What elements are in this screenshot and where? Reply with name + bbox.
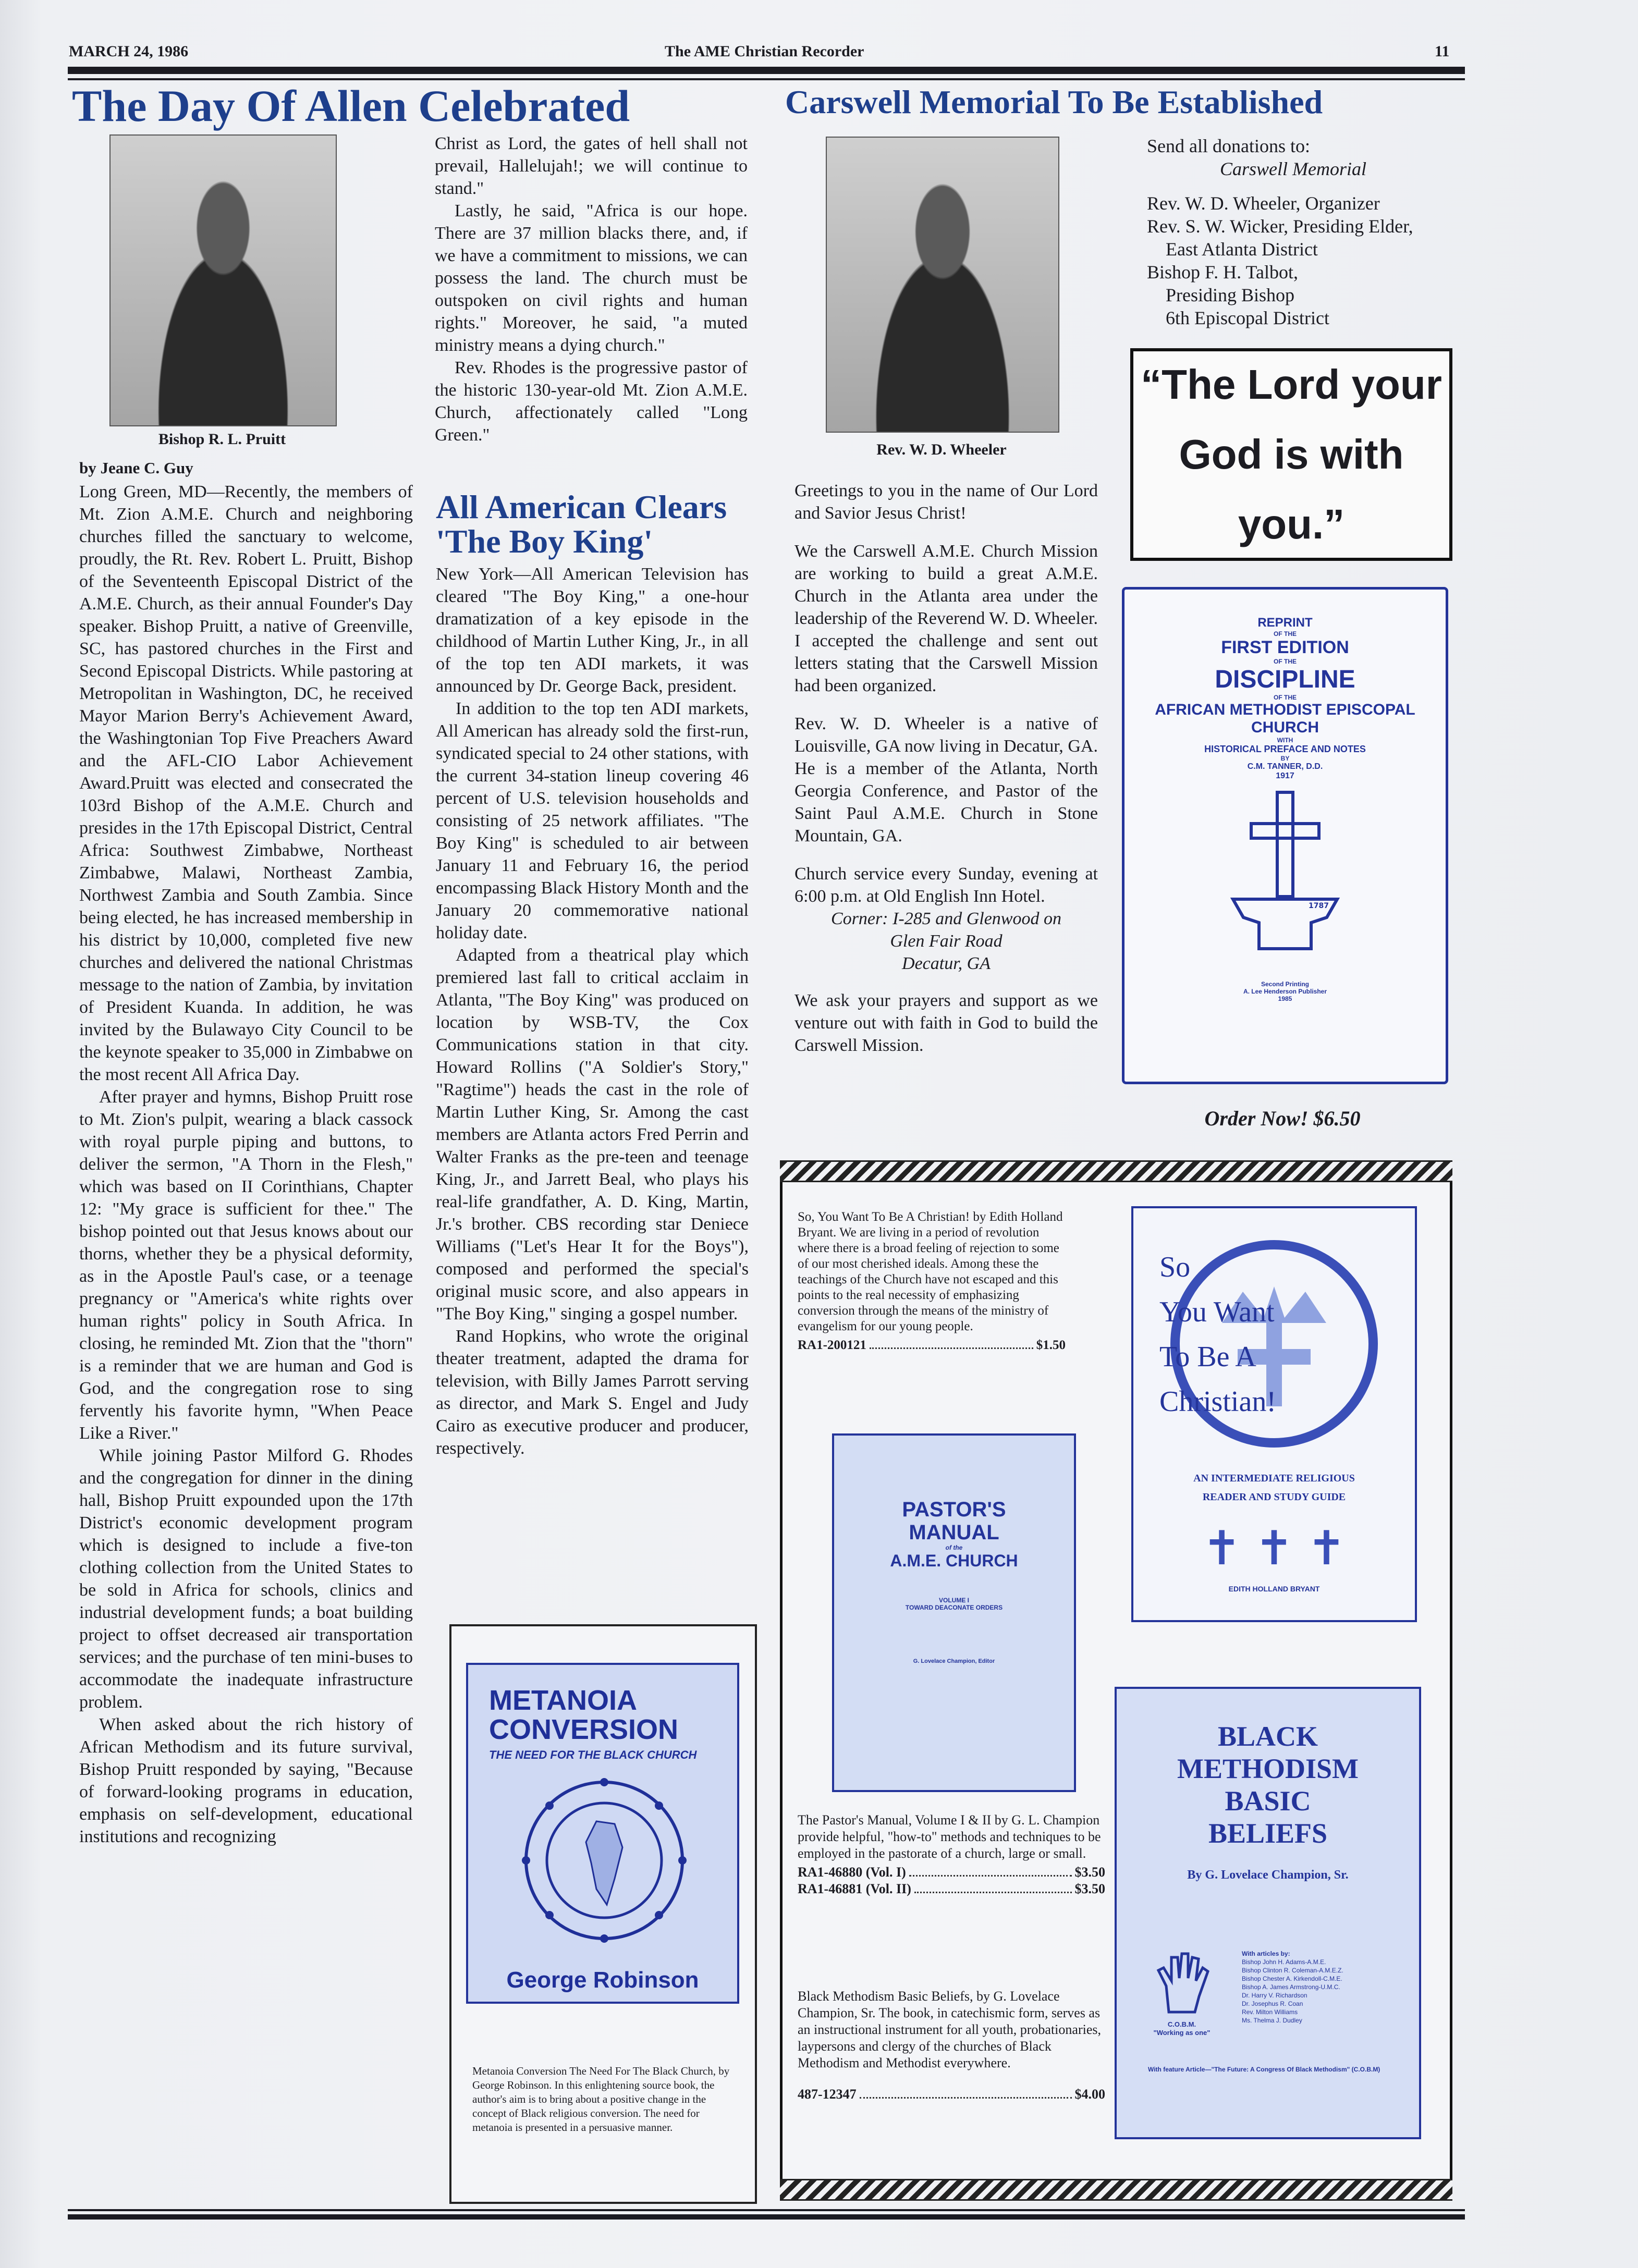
cover-subtitle-line: AN INTERMEDIATE RELIGIOUS: [1193, 1473, 1355, 1484]
ad-line: OF THE: [1274, 630, 1297, 638]
footer-rule: [68, 2214, 1465, 2220]
cover-title-line: You Want: [1159, 1296, 1275, 1328]
donations-recipient: Carswell Memorial: [1220, 158, 1367, 179]
rope-border-top: [780, 1160, 1452, 1182]
article-column-2: [435, 132, 748, 446]
product-price: $3.50: [1074, 1865, 1105, 1880]
cover-title-line: MANUAL: [909, 1521, 999, 1544]
article-paragraph: Christ as Lord, the gates of hell shall not prevail, Hallelujah!; we will continue to stand.": [435, 134, 748, 198]
christian-cover-author: EDITH HOLLAND BRYANT: [1228, 1585, 1320, 1593]
ad-line: BY: [1280, 755, 1290, 762]
order-now-label: Order Now! $6.50: [1204, 1107, 1361, 1130]
article-author: Ms. Thelma J. Dudley: [1242, 2017, 1302, 2024]
bm-articles-list: [1242, 1950, 1409, 2025]
cobm-line: C.O.B.M.: [1167, 2020, 1196, 2028]
article-paragraph: Rev. W. D. Wheeler is a native of Louisville, GA now living in Decatur, GA. He is a member of the Atlanta, North Georgia Conference, and Pastor of the Saint Paul A.M.E. Church in Stone Mountain, GA.: [794, 714, 1098, 845]
contact-line: Rev. W. D. Wheeler, Organizer: [1147, 193, 1380, 214]
article-paragraph: We the Carswell A.M.E. Church Mission are working to build a great A.M.E. Church in the Atlanta area under the leadership of the Reverend W. D. Wheeler. I accepted the challenge and sent out letters stating that the Carswell Mission had been organized.: [794, 542, 1098, 695]
article-author: Bishop John H. Adams-A.M.E.: [1242, 1958, 1326, 1966]
article-paragraph: Adapted from a theatrical play which premiered last fall to critical acclaim in Atlanta, "The Boy King" was produced on location by WSB-TV, the Cox Communications station in that city. Howard Rollins ("A Soldier's Story," "Ragtime") heads the cast in the role of Martin Luther King, Sr. Among the cast members are Atlanta actors Fred Perrin and Walter Franks as the pre-teen and teenage King, Jr., and Jarrett Beal, who plays his real-life grandfather, A. D. King, Martin, Jr.'s brother. CBS recording star Deniece Williams ("Let's Hear It for the Boys"), composed and performed the special's original music score, and also appears in "The Boy King," singing a gospel number.: [436, 946, 749, 1323]
article-paragraph: New York—All American Television has cleared "The Boy King," a one-hour dramatization of a key episode in the childhood of Martin Luther King, Jr., in all of the top ten ADI markets, it was announced by Dr. George Back, president.: [436, 565, 749, 696]
metanoia-book-cover: [466, 1663, 739, 2004]
black-methodism-description: [798, 1988, 1105, 2103]
ad-line: WITH: [1277, 737, 1293, 744]
issue-date: MARCH 24, 1986: [69, 43, 189, 60]
metanoia-cover-title: METANOIA CONVERSION: [489, 1685, 679, 1745]
photo-caption: Bishop R. L. Pruitt: [158, 431, 286, 448]
discipline-reprint-ad: [1122, 587, 1448, 1084]
article-author: Rev. Milton Williams: [1242, 2008, 1298, 2016]
article-author: With articles by:: [1242, 1950, 1290, 1957]
metanoia-cover-subtitle: THE NEED FOR THE BLACK CHURCH: [489, 1748, 697, 1761]
article-author: Bishop Clinton R. Coleman-A.M.E.Z.: [1242, 1967, 1343, 1974]
address-line: Corner: I-285 and Glenwood on: [831, 909, 1061, 928]
hand-icon: [1153, 1950, 1216, 2017]
bm-cover-title: [1117, 1720, 1419, 1849]
ad-line: AFRICAN METHODIST EPISCOPAL CHURCH: [1155, 701, 1415, 736]
black-methodism-cover: [1115, 1687, 1421, 2139]
footer-rule-thin: [68, 2209, 1465, 2211]
cobm-line: "Working as one": [1153, 2029, 1211, 2037]
christian-book-cover: [1131, 1206, 1417, 1622]
article-column-1: [79, 481, 413, 2211]
christian-cover-title: [1159, 1245, 1276, 1424]
cover-title-line: BASIC: [1225, 1785, 1311, 1817]
article-author: Bishop A. James Armstrong-U.M.C.: [1242, 1983, 1340, 1991]
boy-king-article: [436, 563, 749, 1460]
carswell-article: [794, 480, 1098, 1057]
donations-block: [1147, 134, 1470, 329]
price-row: [798, 2086, 1105, 2103]
product-code: RA1-46881 (Vol. II): [798, 1881, 911, 1896]
ad-line: OF THE: [1274, 658, 1297, 665]
sub-headline: All American Clears 'The Boy King': [436, 488, 727, 560]
donations-label: Send all donations to:: [1147, 136, 1310, 156]
ad-footer-line: Second Printing: [1261, 980, 1309, 988]
article-paragraph: Lastly, he said, "Africa is our hope. There are 37 million blacks there, and, if we have a commitment to missions, we can possess the land. The church must be outspoken on civil rights and human rights." Moreover, he said, "a muted ministry means a dying church.": [435, 201, 748, 355]
article-paragraph: Church service every Sunday, evening at 6:00 p.m. at Old English Inn Hotel.: [794, 864, 1098, 906]
contact-line: Rev. S. W. Wicker, Presiding Elder,: [1147, 216, 1413, 237]
contact-line: Presiding Bishop: [1166, 285, 1295, 305]
rope-border-bottom: [780, 2179, 1452, 2201]
black-methodism-text: Black Methodism Basic Beliefs, by G. Lovelace Champion, Sr. The book, in catechismic form, serves as an instructional instrument for all youth, probationaries, laypersons and clergy of the churches of Black Methodism and Methodist everywhere.: [798, 1989, 1101, 2070]
cover-title-line: To Be A: [1159, 1341, 1256, 1373]
header-rule: [68, 67, 1465, 74]
christian-cover-subtitle: [1133, 1469, 1415, 1506]
pedestal-year: 1787: [1309, 902, 1329, 910]
ad-line: C.M. TANNER, D.D.: [1247, 762, 1323, 771]
price-row: [798, 1881, 1105, 1897]
cross-pedestal-icon: [1223, 787, 1348, 975]
globe-icon: [518, 1774, 690, 1946]
metanoia-description: Metanoia Conversion The Need For The Black Church, by George Robinson. In this enlightening source book, the author's aim is to bring about a positive change in the concept of Black religious conversion. The need for metanoia is presented in a persuasive manner.: [472, 2065, 730, 2134]
ad-line: DISCIPLINE: [1215, 666, 1355, 693]
contact-line: 6th Episcopal District: [1166, 308, 1329, 328]
article-author: Bishop Chester A. Kirkendoll-C.M.E.: [1242, 1975, 1342, 1982]
carswell-headline: Carswell Memorial To Be Established: [785, 83, 1323, 120]
publication-name: The AME Christian Recorder: [665, 43, 864, 60]
article-paragraph: After prayer and hymns, Bishop Pruitt rose to Mt. Zion's pulpit, wearing a black cassock with royal purple piping and buttons, to deliver the sermon, "A Thorn in the Flesh," which was based on II Corinthians, Chapter 12: "My grace is sufficient for thee." The bishop pointed out that Jesus knows about our thorns, whether they be a physical deformity, as in the Apostle Paul's case, or a teenage pregnancy or "America's white rights over human rights" policy in South Africa. In closing, he reminded Mt. Zion that the "thorn" is a reminder that we are human and God is God, and the congregation rose to sing fervently his favorite hymn, "When Peace Like a River.": [79, 1087, 413, 1443]
address-line: Glen Fair Road: [890, 931, 1003, 951]
cover-title-line: of the: [945, 1544, 963, 1551]
scripture-quote: “The Lord your God is with you.”: [1141, 361, 1442, 547]
byline: by Jeane C. Guy: [79, 459, 193, 477]
ad-footer-line: A. Lee Henderson Publisher: [1243, 988, 1327, 995]
article-author: Dr. Josephus R. Coan: [1242, 2000, 1303, 2007]
christian-book-text: So, You Want To Be A Christian! by Edith Holland Bryant. We are living in a period of revolution where there is a broad feeling of rejection to some of our most cherished ideals. Among these the teachings of the Church have not escaped and this points to the real necessity of emphasizing conversion through the means of the ministry of evangelism for our young people.: [798, 1210, 1063, 1333]
price-row: [798, 1338, 1066, 1353]
product-code: RA1-46880 (Vol. I): [798, 1865, 906, 1880]
article-paragraph: Greetings to you in the name of Our Lord and Savior Jesus Christ!: [794, 481, 1098, 523]
article-paragraph: While joining Pastor Milford G. Rhodes and the congregation for dinner in the dining hall, Bishop Pruitt expounded upon the 17th District's economic development program which is designed to include a five-ton clothing collection from the United States to be sold in Africa for schools, clinics and industrial development funds; a boat building project to offset decreased air transportation services; and the purchase of ten mini-buses to accommodate the inadequate infrastructure problem.: [79, 1446, 413, 1712]
christian-book-description: [798, 1209, 1066, 1353]
wheeler-caption: Rev. W. D. Wheeler: [876, 441, 1007, 458]
ad-line: 1917: [1276, 771, 1294, 780]
cover-title-line: Christian!: [1159, 1386, 1276, 1418]
cover-title-line: A.M.E. CHURCH: [890, 1551, 1018, 1570]
bm-feature-article: With feature Article—"The Future: A Congress Of Black Methodism" (C.O.B.M): [1148, 2066, 1380, 2073]
cover-volume-line: TOWARD DEACONATE ORDERS: [905, 1604, 1003, 1611]
product-price: $3.50: [1074, 1881, 1105, 1896]
header-rule-thin: [68, 78, 1465, 80]
article-paragraph: Rand Hopkins, who wrote the original theater treatment, adapted the drama for television, with Billy James Parrott serving as director, and Mark S. Engel and Judy Cairo as executive producer and producer, respectively.: [436, 1327, 749, 1458]
metanoia-cover-author: George Robinson: [506, 1967, 699, 1993]
ad-line: REPRINT: [1257, 616, 1313, 630]
cover-volume-line: VOLUME I: [938, 1597, 969, 1604]
cover-title-line: BLACK: [1217, 1721, 1318, 1752]
pastors-manual-cover: [832, 1433, 1076, 1792]
cover-subtitle-line: READER AND STUDY GUIDE: [1202, 1491, 1346, 1503]
cobm-label: [1138, 2020, 1226, 2037]
cover-title-line: PASTOR'S: [902, 1498, 1006, 1521]
article-paragraph: We ask your prayers and support as we venture out with faith in God to build the Carswell Mission.: [794, 991, 1098, 1055]
ad-line: HISTORICAL PREFACE AND NOTES: [1204, 744, 1366, 754]
article-paragraph: Long Green, MD—Recently, the members of Mt. Zion A.M.E. Church and neighboring churches filled the sanctuary to welcome, proudly, the Rt. Rev. Robert L. Pruitt, Bishop of the Seventeenth Episcopal District of the A.M.E. Church, as their annual Founder's Day speaker. Bishop Pruitt, a native of Greenville, SC, has pastored churches in the First and Second Episcopal Districts. While pastoring at Metropolitan in Washington, DC, he received Mayor Marion Berry's Achievement Award, the Washingtonian Top Five Preachers Award and the AFL-CIO Labor Achievement Award.Pruitt was elected and consecrated the 103rd Bishop of the A.M.E. Church and presides in the 17th Episcopal District, Central Africa: Southwest Zimbabwe, Northeast Zimbabwe, Malawi, Northeast Zambia, Northwest Zambia and South Zambia. Since being elected, he has increased membership in his district by 10,000, completed five new churches and delivered the national Christmas message to the nation of Zambia, by invitation of President Kuanda. In addition, he was invited by the Bulawayo City Council to be the keynote speaker to 35,000 in Zimbabwe on the most recent All Africa Day.: [79, 482, 413, 1084]
ad-line: OF THE: [1274, 694, 1297, 701]
article-author: Dr. Harry V. Richardson: [1242, 1992, 1307, 1999]
address: [794, 908, 1098, 975]
article-headline: The Day Of Allen Celebrated: [72, 81, 630, 131]
pastors-manual-text: The Pastor's Manual, Volume I & II by G. L. Champion provide helpful, "how-to" methods and techniques to be employed in the pastorate of a church, large or small.: [798, 1812, 1101, 1861]
price-row: [798, 1864, 1105, 1881]
address-line: Decatur, GA: [902, 954, 991, 973]
product-code: 487-12347: [798, 2087, 857, 2102]
contact-line: Bishop F. H. Talbot,: [1147, 262, 1298, 283]
wheeler-photo: [826, 137, 1059, 433]
article-paragraph: In addition to the top ten ADI markets, All American has already sold the first-run, syndicated special to 24 other stations, with the current 34-station lineup covering 46 percent of U.S. television households and consisting of 25 network affiliates. "The Boy King" is scheduled to air between January 11 and February 16, the period encompassing Black History Month and the January 20 commemorative national holiday date.: [436, 699, 749, 942]
product-price: $4.00: [1074, 2087, 1105, 2102]
metanoia-ad: [449, 1624, 757, 2204]
cover-title-line: METHODISM: [1177, 1753, 1359, 1784]
cover-editor: G. Lovelace Champion, Editor: [913, 1658, 995, 1664]
three-crosses-icon: ✝ ✝ ✝: [1202, 1523, 1347, 1575]
product-code: RA1-200121: [798, 1338, 866, 1352]
contact-line: East Atlanta District: [1166, 239, 1318, 260]
cover-title-line: So: [1159, 1251, 1191, 1283]
ad-footer-line: 1985: [1278, 995, 1292, 1002]
pastors-manual-description: [798, 1812, 1105, 1897]
scripture-quote-box: [1130, 348, 1452, 561]
article-paragraph: When asked about the rich history of African Methodism and its future survival, Bishop Pruitt responded by saying, "Because of forward-looking programs in education, emphasis on self-development, educational institutions and recognizing: [79, 1715, 413, 1846]
cover-title-line: BELIEFS: [1208, 1818, 1328, 1849]
article-paragraph: Rev. Rhodes is the progressive pastor of the historic 130-year-old Mt. Zion A.M.E. Church, affectionately called "Long Green.": [435, 358, 748, 445]
ad-line: FIRST EDITION: [1221, 638, 1349, 657]
product-price: $1.50: [1036, 1338, 1066, 1352]
bm-cover-author: By G. Lovelace Champion, Sr.: [1187, 1868, 1349, 1882]
page-number: 11: [1435, 43, 1450, 60]
bishop-photo: [109, 134, 337, 426]
